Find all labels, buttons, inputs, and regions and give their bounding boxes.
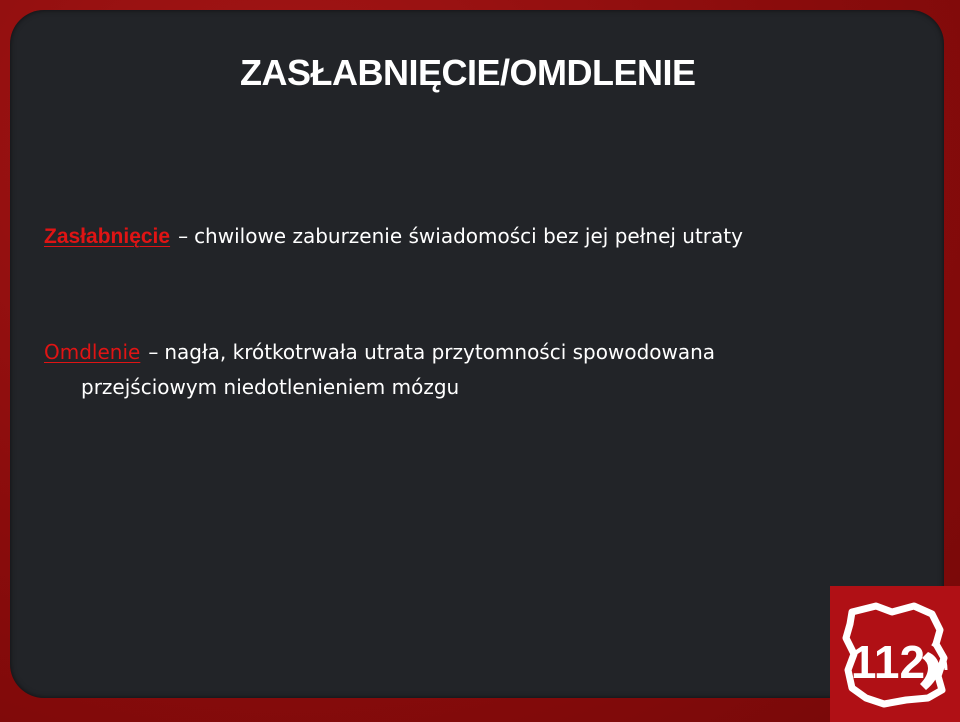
definition-zaslabniecie (44, 224, 743, 249)
logo-number: 112 (850, 636, 926, 688)
emergency-112-logo (830, 586, 960, 722)
definition-text: nagła, krótkotrwała utrata przytomności spowodowana (164, 340, 716, 364)
definition-omdlenie (44, 340, 715, 364)
emergency-112-phone-logo-icon (830, 586, 960, 722)
definition-term: Zasłabnięcie (44, 225, 171, 248)
definition-term: Omdlenie (44, 340, 141, 364)
definition-dash: – (148, 340, 159, 364)
definition-text: chwilowe zaburzenie świadomości bez jej pełnej utraty (194, 224, 743, 248)
definition-continuation: przejściowym niedotlenieniem mózgu (81, 375, 460, 399)
definition-dash: – (178, 224, 189, 248)
slide-title: ZASŁABNIĘCIE/OMDLENIE (240, 52, 696, 93)
